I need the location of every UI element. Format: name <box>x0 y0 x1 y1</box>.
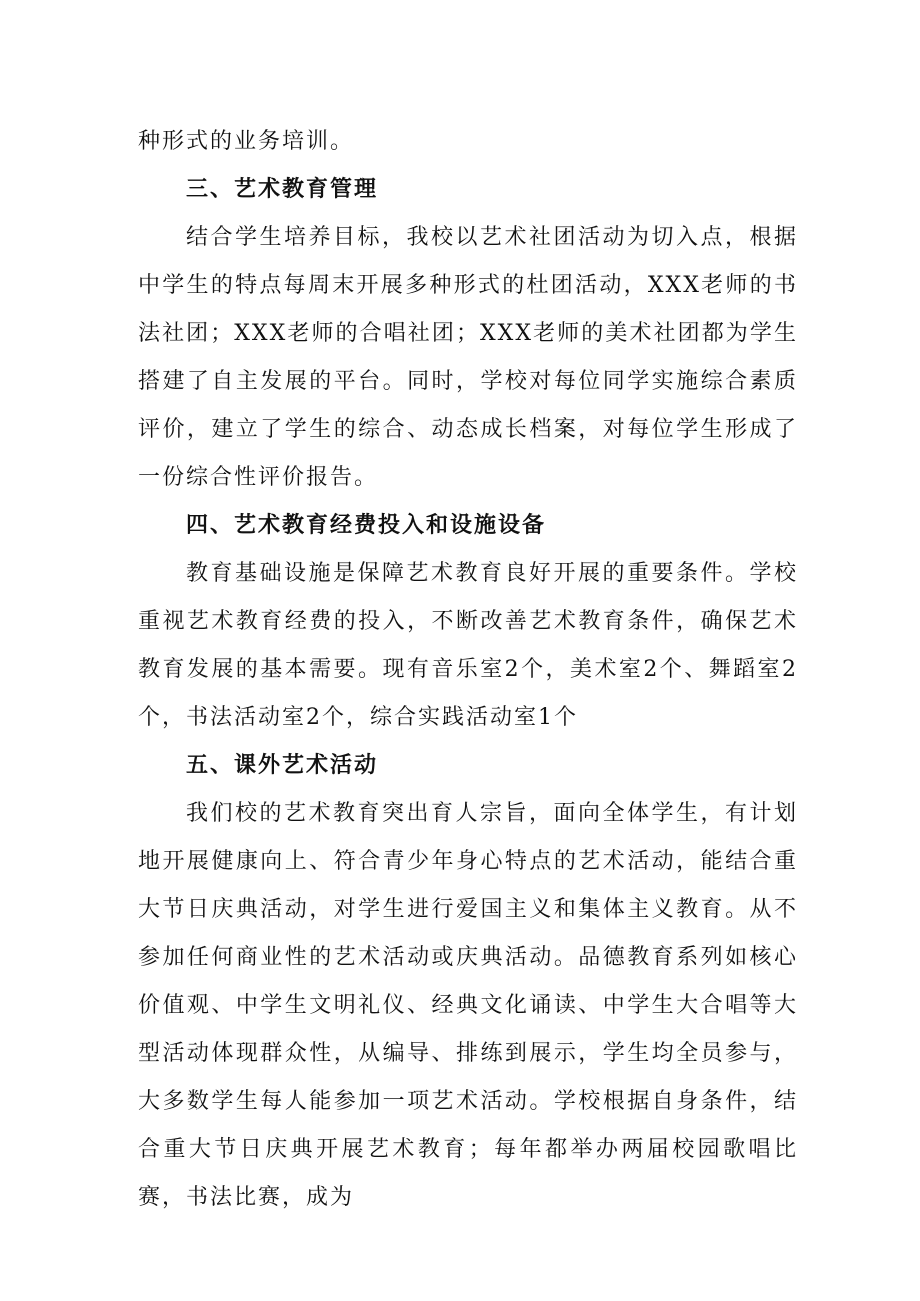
section-3-heading: 三、艺术教育管理 <box>186 177 379 202</box>
section-5-paragraph: 我们校的艺术教育突出育人宗旨，面向全体学生，有计划地开展健康向上、符合青少年身心特点的艺术活动，能结合重大节日庆典活动，对学生进行爱国主义和集体主义教育。从不参加任何商业性的艺术活动或庆典活动。品德教育系列如核心价值观、中学生文明礼仪、经典文化诵读、中学生大合唱等大型活动体现群众性，从编导、排练到展示，学生均全员参与，大多数学生每人能参加一项艺术活动。学校根据自身条件，结合重大节日庆典开展艺术教育；每年都举办两届校园歌唱比赛，书法比赛，成为 <box>138 801 798 1210</box>
section-4-heading: 四、艺术教育经费投入和设施设备 <box>186 513 547 538</box>
section-4-paragraph: 教育基础设施是保障艺术教育良好开展的重要条件。学校重视艺术教育经费的投入，不断改善艺术教育条件，确保艺术教育发展的基本需要。现有音乐室2个，美术室2个、舞蹈室2个，书法活动室2个，综合实践活动室1个 <box>138 561 798 730</box>
document-body <box>138 118 798 1222</box>
section-3-paragraph: 结合学生培养目标，我校以艺术社团活动为切入点，根据中学生的特点每周末开展多种形式的杜团活动，XXX老师的书法社团；XXX老师的合唱社团；XXX老师的美术社团都为学生搭建了自主发展的平台。同时，学校对每位同学实施综合素质评价，建立了学生的综合、动态成长档案，对每位学生形成了一份综合性评价报告。 <box>138 225 798 490</box>
section-5-heading: 五、课外艺术活动 <box>186 753 379 778</box>
continuation-paragraph: 种形式的业务培训。 <box>138 129 355 154</box>
